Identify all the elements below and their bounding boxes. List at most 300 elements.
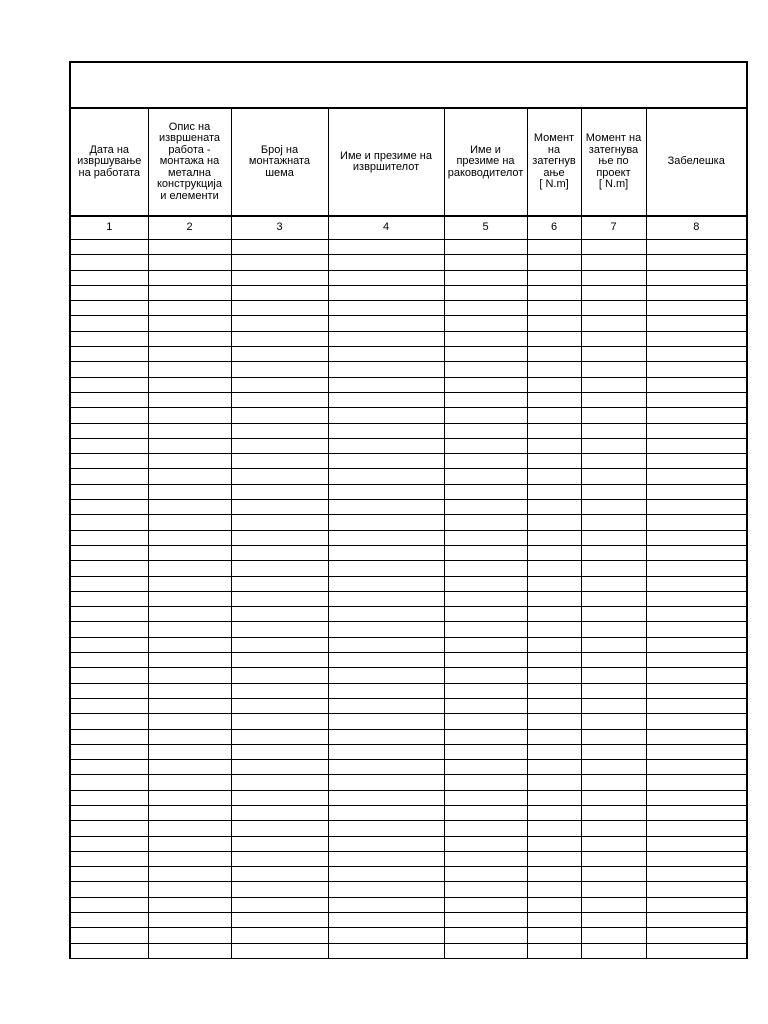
- table-cell[interactable]: [646, 836, 747, 851]
- table-cell[interactable]: [646, 821, 747, 836]
- table-cell[interactable]: [231, 454, 328, 469]
- table-cell[interactable]: [581, 790, 646, 805]
- table-cell[interactable]: [581, 301, 646, 316]
- table-cell[interactable]: [527, 637, 581, 652]
- table-cell[interactable]: [444, 530, 527, 545]
- table-cell[interactable]: [148, 530, 231, 545]
- table-cell[interactable]: [231, 392, 328, 407]
- table-cell[interactable]: [581, 362, 646, 377]
- table-cell[interactable]: [70, 331, 148, 346]
- table-cell[interactable]: [148, 683, 231, 698]
- table-cell[interactable]: [328, 622, 444, 637]
- table-cell[interactable]: [527, 500, 581, 515]
- table-cell[interactable]: [527, 392, 581, 407]
- table-cell[interactable]: [231, 255, 328, 270]
- table-cell[interactable]: [148, 561, 231, 576]
- table-cell[interactable]: [444, 622, 527, 637]
- table-cell[interactable]: [646, 928, 747, 943]
- table-cell[interactable]: [581, 668, 646, 683]
- table-cell[interactable]: [328, 438, 444, 453]
- table-cell[interactable]: [328, 653, 444, 668]
- table-cell[interactable]: [646, 484, 747, 499]
- table-cell[interactable]: [231, 805, 328, 820]
- table-cell[interactable]: [148, 607, 231, 622]
- table-cell[interactable]: [70, 240, 148, 255]
- table-cell[interactable]: [328, 637, 444, 652]
- table-cell[interactable]: [444, 316, 527, 331]
- table-cell[interactable]: [231, 760, 328, 775]
- table-cell[interactable]: [527, 301, 581, 316]
- table-cell[interactable]: [444, 392, 527, 407]
- table-cell[interactable]: [444, 561, 527, 576]
- table-cell[interactable]: [581, 377, 646, 392]
- table-cell[interactable]: [328, 561, 444, 576]
- table-cell[interactable]: [527, 805, 581, 820]
- table-cell[interactable]: [444, 423, 527, 438]
- table-cell[interactable]: [328, 545, 444, 560]
- table-cell[interactable]: [527, 821, 581, 836]
- table-cell[interactable]: [646, 362, 747, 377]
- table-cell[interactable]: [231, 851, 328, 866]
- table-cell[interactable]: [328, 362, 444, 377]
- table-cell[interactable]: [646, 301, 747, 316]
- table-cell[interactable]: [527, 714, 581, 729]
- table-cell[interactable]: [70, 347, 148, 362]
- table-cell[interactable]: [646, 744, 747, 759]
- table-cell[interactable]: [646, 683, 747, 698]
- table-cell[interactable]: [646, 270, 747, 285]
- table-cell[interactable]: [328, 714, 444, 729]
- table-cell[interactable]: [148, 500, 231, 515]
- table-cell[interactable]: [328, 790, 444, 805]
- table-cell[interactable]: [70, 790, 148, 805]
- table-cell[interactable]: [148, 377, 231, 392]
- table-cell[interactable]: [328, 836, 444, 851]
- table-cell[interactable]: [231, 744, 328, 759]
- table-cell[interactable]: [70, 775, 148, 790]
- table-cell[interactable]: [70, 897, 148, 912]
- table-cell[interactable]: [231, 576, 328, 591]
- table-cell[interactable]: [328, 255, 444, 270]
- table-cell[interactable]: [527, 928, 581, 943]
- table-cell[interactable]: [527, 622, 581, 637]
- table-cell[interactable]: [328, 851, 444, 866]
- table-cell[interactable]: [444, 240, 527, 255]
- table-cell[interactable]: [527, 897, 581, 912]
- table-cell[interactable]: [444, 347, 527, 362]
- table-cell[interactable]: [70, 867, 148, 882]
- table-cell[interactable]: [148, 943, 231, 958]
- table-cell[interactable]: [527, 362, 581, 377]
- table-cell[interactable]: [231, 882, 328, 897]
- table-cell[interactable]: [444, 851, 527, 866]
- table-cell[interactable]: [581, 805, 646, 820]
- table-cell[interactable]: [231, 545, 328, 560]
- table-cell[interactable]: [328, 897, 444, 912]
- table-cell[interactable]: [70, 484, 148, 499]
- table-cell[interactable]: [231, 377, 328, 392]
- table-cell[interactable]: [444, 545, 527, 560]
- table-cell[interactable]: [328, 698, 444, 713]
- table-cell[interactable]: [148, 668, 231, 683]
- table-cell[interactable]: [646, 331, 747, 346]
- table-cell[interactable]: [148, 392, 231, 407]
- table-cell[interactable]: [148, 591, 231, 606]
- table-cell[interactable]: [646, 607, 747, 622]
- table-cell[interactable]: [581, 270, 646, 285]
- table-cell[interactable]: [646, 729, 747, 744]
- table-cell[interactable]: [231, 515, 328, 530]
- table-cell[interactable]: [581, 729, 646, 744]
- table-cell[interactable]: [527, 882, 581, 897]
- table-cell[interactable]: [148, 469, 231, 484]
- table-cell[interactable]: [646, 347, 747, 362]
- table-cell[interactable]: [527, 316, 581, 331]
- table-cell[interactable]: [444, 943, 527, 958]
- table-cell[interactable]: [581, 423, 646, 438]
- table-cell[interactable]: [646, 882, 747, 897]
- table-cell[interactable]: [328, 805, 444, 820]
- table-cell[interactable]: [148, 362, 231, 377]
- table-cell[interactable]: [70, 561, 148, 576]
- table-cell[interactable]: [646, 867, 747, 882]
- table-cell[interactable]: [148, 790, 231, 805]
- table-cell[interactable]: [581, 545, 646, 560]
- table-cell[interactable]: [444, 331, 527, 346]
- table-cell[interactable]: [70, 270, 148, 285]
- table-cell[interactable]: [148, 301, 231, 316]
- table-cell[interactable]: [444, 484, 527, 499]
- table-cell[interactable]: [646, 454, 747, 469]
- table-cell[interactable]: [646, 576, 747, 591]
- table-cell[interactable]: [328, 423, 444, 438]
- table-cell[interactable]: [148, 515, 231, 530]
- table-cell[interactable]: [444, 882, 527, 897]
- table-cell[interactable]: [328, 760, 444, 775]
- table-cell[interactable]: [527, 545, 581, 560]
- table-cell[interactable]: [444, 408, 527, 423]
- table-cell[interactable]: [328, 270, 444, 285]
- table-cell[interactable]: [148, 484, 231, 499]
- table-cell[interactable]: [581, 438, 646, 453]
- table-cell[interactable]: [444, 821, 527, 836]
- table-cell[interactable]: [646, 545, 747, 560]
- table-cell[interactable]: [444, 454, 527, 469]
- table-cell[interactable]: [646, 637, 747, 652]
- table-cell[interactable]: [444, 897, 527, 912]
- table-cell[interactable]: [148, 255, 231, 270]
- table-cell[interactable]: [231, 484, 328, 499]
- table-cell[interactable]: [444, 683, 527, 698]
- table-cell[interactable]: [527, 836, 581, 851]
- table-cell[interactable]: [70, 622, 148, 637]
- table-cell[interactable]: [328, 469, 444, 484]
- table-cell[interactable]: [581, 530, 646, 545]
- table-cell[interactable]: [70, 882, 148, 897]
- table-cell[interactable]: [148, 423, 231, 438]
- table-cell[interactable]: [444, 928, 527, 943]
- table-cell[interactable]: [328, 591, 444, 606]
- table-cell[interactable]: [581, 316, 646, 331]
- table-cell[interactable]: [646, 469, 747, 484]
- table-cell[interactable]: [581, 637, 646, 652]
- table-cell[interactable]: [70, 377, 148, 392]
- table-cell[interactable]: [70, 683, 148, 698]
- table-cell[interactable]: [231, 423, 328, 438]
- table-cell[interactable]: [70, 408, 148, 423]
- table-cell[interactable]: [148, 821, 231, 836]
- table-cell[interactable]: [148, 897, 231, 912]
- table-cell[interactable]: [148, 775, 231, 790]
- table-cell[interactable]: [148, 913, 231, 928]
- table-cell[interactable]: [231, 240, 328, 255]
- table-cell[interactable]: [231, 928, 328, 943]
- table-cell[interactable]: [444, 362, 527, 377]
- table-cell[interactable]: [444, 729, 527, 744]
- table-cell[interactable]: [646, 943, 747, 958]
- table-cell[interactable]: [527, 683, 581, 698]
- table-cell[interactable]: [646, 913, 747, 928]
- table-cell[interactable]: [231, 714, 328, 729]
- table-cell[interactable]: [646, 897, 747, 912]
- table-cell[interactable]: [581, 408, 646, 423]
- table-cell[interactable]: [231, 438, 328, 453]
- table-cell[interactable]: [527, 270, 581, 285]
- table-cell[interactable]: [527, 867, 581, 882]
- table-cell[interactable]: [646, 438, 747, 453]
- table-cell[interactable]: [581, 392, 646, 407]
- table-cell[interactable]: [444, 775, 527, 790]
- table-cell[interactable]: [148, 438, 231, 453]
- table-cell[interactable]: [148, 653, 231, 668]
- table-cell[interactable]: [328, 408, 444, 423]
- table-cell[interactable]: [148, 316, 231, 331]
- table-cell[interactable]: [581, 897, 646, 912]
- table-cell[interactable]: [328, 882, 444, 897]
- table-cell[interactable]: [581, 454, 646, 469]
- table-cell[interactable]: [148, 928, 231, 943]
- table-cell[interactable]: [527, 653, 581, 668]
- table-cell[interactable]: [148, 331, 231, 346]
- table-cell[interactable]: [581, 683, 646, 698]
- table-cell[interactable]: [444, 790, 527, 805]
- table-cell[interactable]: [231, 653, 328, 668]
- table-cell[interactable]: [646, 255, 747, 270]
- table-cell[interactable]: [70, 362, 148, 377]
- table-cell[interactable]: [646, 775, 747, 790]
- table-cell[interactable]: [646, 591, 747, 606]
- table-cell[interactable]: [148, 698, 231, 713]
- table-cell[interactable]: [231, 683, 328, 698]
- table-cell[interactable]: [328, 576, 444, 591]
- table-cell[interactable]: [70, 637, 148, 652]
- table-cell[interactable]: [444, 301, 527, 316]
- table-cell[interactable]: [70, 805, 148, 820]
- table-cell[interactable]: [148, 240, 231, 255]
- table-cell[interactable]: [444, 836, 527, 851]
- table-cell[interactable]: [527, 484, 581, 499]
- table-cell[interactable]: [527, 515, 581, 530]
- table-cell[interactable]: [70, 438, 148, 453]
- table-cell[interactable]: [444, 637, 527, 652]
- table-cell[interactable]: [231, 285, 328, 300]
- table-cell[interactable]: [646, 500, 747, 515]
- table-cell[interactable]: [527, 561, 581, 576]
- table-cell[interactable]: [70, 285, 148, 300]
- table-cell[interactable]: [328, 316, 444, 331]
- table-cell[interactable]: [527, 285, 581, 300]
- table-cell[interactable]: [646, 653, 747, 668]
- table-cell[interactable]: [444, 867, 527, 882]
- table-cell[interactable]: [527, 377, 581, 392]
- table-cell[interactable]: [70, 653, 148, 668]
- table-cell[interactable]: [231, 943, 328, 958]
- table-cell[interactable]: [444, 377, 527, 392]
- table-cell[interactable]: [444, 469, 527, 484]
- table-cell[interactable]: [148, 851, 231, 866]
- table-cell[interactable]: [444, 255, 527, 270]
- table-cell[interactable]: [581, 913, 646, 928]
- table-cell[interactable]: [646, 408, 747, 423]
- table-cell[interactable]: [527, 760, 581, 775]
- table-cell[interactable]: [527, 576, 581, 591]
- table-cell[interactable]: [581, 851, 646, 866]
- table-cell[interactable]: [231, 530, 328, 545]
- table-cell[interactable]: [646, 240, 747, 255]
- table-cell[interactable]: [646, 805, 747, 820]
- table-cell[interactable]: [70, 423, 148, 438]
- table-cell[interactable]: [70, 316, 148, 331]
- table-cell[interactable]: [581, 744, 646, 759]
- table-cell[interactable]: [231, 408, 328, 423]
- table-cell[interactable]: [328, 500, 444, 515]
- table-cell[interactable]: [148, 744, 231, 759]
- table-cell[interactable]: [328, 240, 444, 255]
- table-cell[interactable]: [328, 821, 444, 836]
- table-cell[interactable]: [231, 775, 328, 790]
- table-cell[interactable]: [328, 943, 444, 958]
- table-cell[interactable]: [581, 714, 646, 729]
- table-cell[interactable]: [527, 775, 581, 790]
- table-cell[interactable]: [646, 316, 747, 331]
- table-cell[interactable]: [231, 836, 328, 851]
- table-cell[interactable]: [646, 698, 747, 713]
- table-cell[interactable]: [328, 928, 444, 943]
- table-cell[interactable]: [148, 285, 231, 300]
- table-cell[interactable]: [444, 805, 527, 820]
- table-cell[interactable]: [527, 668, 581, 683]
- table-cell[interactable]: [444, 744, 527, 759]
- table-cell[interactable]: [646, 515, 747, 530]
- table-cell[interactable]: [527, 530, 581, 545]
- table-cell[interactable]: [527, 255, 581, 270]
- table-cell[interactable]: [581, 591, 646, 606]
- table-cell[interactable]: [646, 530, 747, 545]
- table-cell[interactable]: [148, 270, 231, 285]
- table-cell[interactable]: [148, 760, 231, 775]
- table-cell[interactable]: [646, 668, 747, 683]
- table-cell[interactable]: [328, 668, 444, 683]
- table-cell[interactable]: [231, 867, 328, 882]
- table-cell[interactable]: [328, 530, 444, 545]
- table-cell[interactable]: [444, 760, 527, 775]
- table-cell[interactable]: [581, 836, 646, 851]
- table-cell[interactable]: [70, 545, 148, 560]
- table-cell[interactable]: [70, 530, 148, 545]
- table-cell[interactable]: [444, 714, 527, 729]
- table-cell[interactable]: [581, 347, 646, 362]
- table-cell[interactable]: [581, 500, 646, 515]
- table-cell[interactable]: [581, 240, 646, 255]
- table-cell[interactable]: [70, 301, 148, 316]
- table-cell[interactable]: [231, 729, 328, 744]
- table-cell[interactable]: [581, 561, 646, 576]
- table-cell[interactable]: [527, 423, 581, 438]
- table-cell[interactable]: [581, 576, 646, 591]
- table-cell[interactable]: [527, 454, 581, 469]
- table-cell[interactable]: [70, 576, 148, 591]
- table-cell[interactable]: [70, 454, 148, 469]
- table-cell[interactable]: [148, 454, 231, 469]
- table-cell[interactable]: [581, 882, 646, 897]
- table-cell[interactable]: [444, 591, 527, 606]
- table-cell[interactable]: [581, 607, 646, 622]
- table-cell[interactable]: [328, 867, 444, 882]
- table-cell[interactable]: [70, 392, 148, 407]
- table-cell[interactable]: [581, 928, 646, 943]
- table-cell[interactable]: [444, 270, 527, 285]
- table-cell[interactable]: [328, 331, 444, 346]
- table-cell[interactable]: [527, 347, 581, 362]
- table-cell[interactable]: [148, 729, 231, 744]
- table-cell[interactable]: [148, 836, 231, 851]
- table-cell[interactable]: [148, 347, 231, 362]
- table-cell[interactable]: [527, 744, 581, 759]
- table-cell[interactable]: [444, 653, 527, 668]
- table-cell[interactable]: [148, 622, 231, 637]
- table-cell[interactable]: [527, 943, 581, 958]
- table-cell[interactable]: [527, 438, 581, 453]
- table-cell[interactable]: [444, 285, 527, 300]
- table-cell[interactable]: [148, 576, 231, 591]
- table-cell[interactable]: [581, 469, 646, 484]
- table-cell[interactable]: [444, 668, 527, 683]
- table-cell[interactable]: [646, 851, 747, 866]
- table-cell[interactable]: [527, 790, 581, 805]
- table-cell[interactable]: [231, 913, 328, 928]
- table-cell[interactable]: [646, 377, 747, 392]
- table-cell[interactable]: [231, 790, 328, 805]
- table-cell[interactable]: [581, 775, 646, 790]
- table-cell[interactable]: [527, 607, 581, 622]
- table-cell[interactable]: [231, 561, 328, 576]
- table-cell[interactable]: [231, 469, 328, 484]
- table-cell[interactable]: [70, 469, 148, 484]
- table-cell[interactable]: [581, 943, 646, 958]
- table-cell[interactable]: [581, 653, 646, 668]
- table-cell[interactable]: [70, 668, 148, 683]
- table-cell[interactable]: [646, 392, 747, 407]
- table-cell[interactable]: [328, 683, 444, 698]
- table-cell[interactable]: [328, 285, 444, 300]
- table-cell[interactable]: [231, 331, 328, 346]
- table-cell[interactable]: [148, 637, 231, 652]
- table-cell[interactable]: [581, 515, 646, 530]
- table-cell[interactable]: [328, 775, 444, 790]
- table-cell[interactable]: [70, 698, 148, 713]
- table-cell[interactable]: [70, 928, 148, 943]
- table-cell[interactable]: [328, 729, 444, 744]
